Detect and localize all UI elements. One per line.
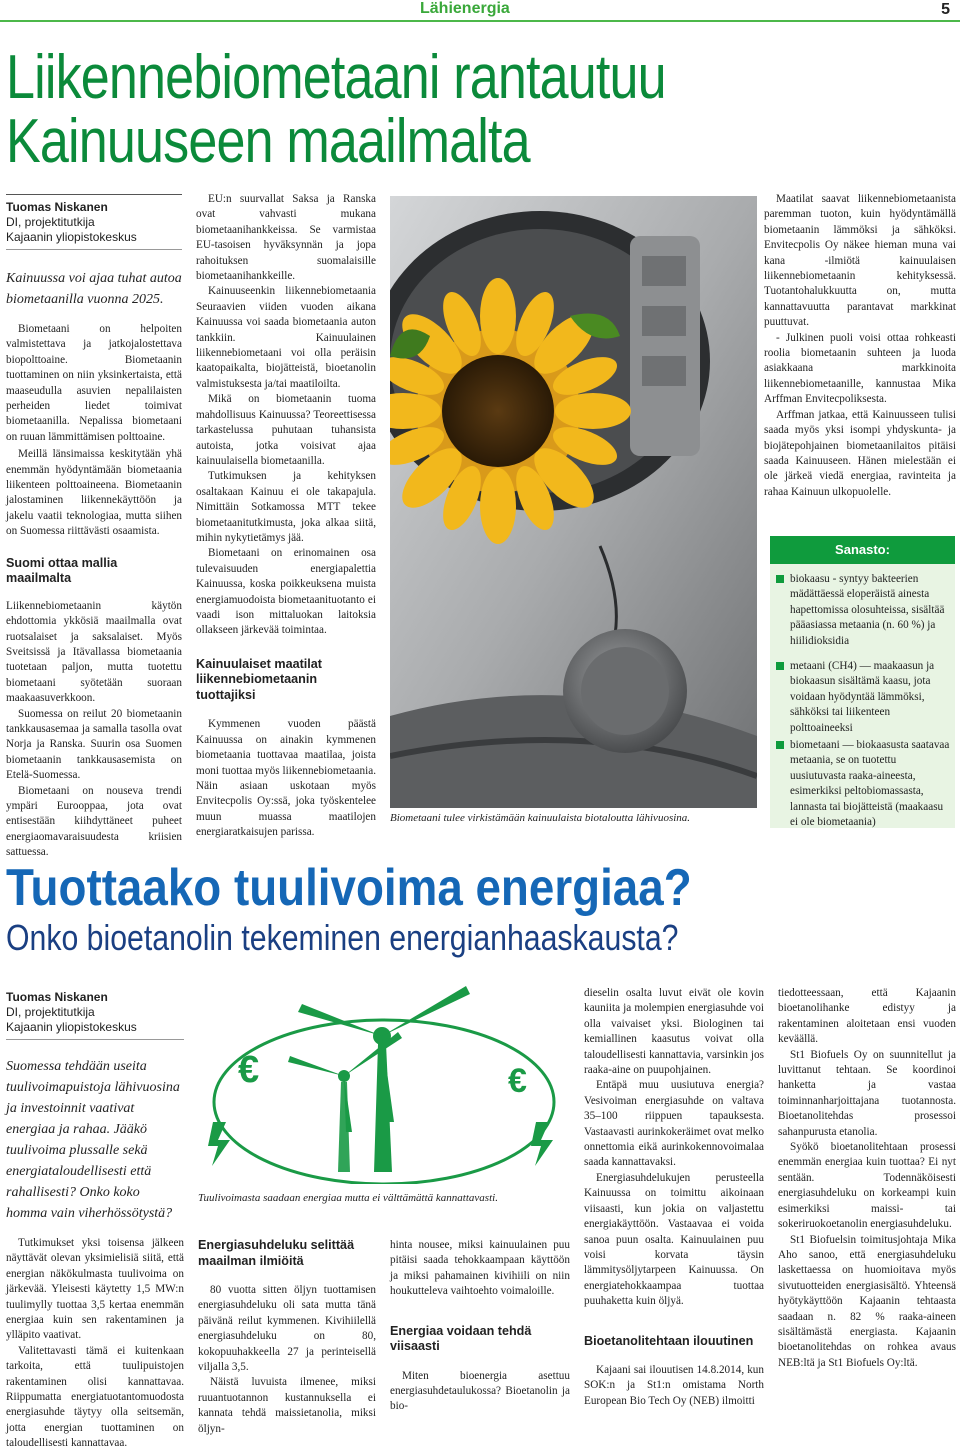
article1-subhead-1: Suomi ottaa mallia maailmalta (6, 555, 118, 586)
glossary-item (776, 738, 952, 830)
sunflower-photo-illustration (390, 196, 757, 808)
article2-headline: Tuottaako tuulivoima energiaa? (6, 859, 692, 917)
glossary-item (776, 572, 952, 649)
article1-column-1 (6, 194, 182, 861)
article2-column-3 (390, 1238, 570, 1415)
article2-lede: Suomessa tehdään useita tuulivoimapuistoja lähivuosina ja investoinnit vaativat energiaa ja rahaa. Jääkö tuulivoima plussalle sekä energiataloudellisesti että rahallisesti? Onko koko homma vain viherhössötystä? (6, 1059, 180, 1221)
author-org: Kajaanin yliopistokeskus (6, 1020, 137, 1034)
article2-column-5 (778, 986, 956, 1371)
article2-body-4 (584, 986, 764, 1310)
article1-body-1 (6, 322, 182, 540)
article2-body-1 (6, 1236, 184, 1452)
paragraph: Kainuuseenkin liikennebiometaania Seuraavien viiden vuoden aikana Kainuussa voi saada biometaania auton tankkiin. Kainuulainen liikennebiometaani voi olla peräisin kaatopaikalta, biojätteistä, bioetanolin valmistuksesta ja/tai maatiloilta. (196, 285, 376, 390)
article1-headline-line2: Kainuuseen maailmalta (6, 107, 530, 176)
paragraph: Kajaani sai ilouutisen 14.8.2014, kun SOK:n ja St1:n omistama North European Bio Tech Oy (NEB) ilmoitti (584, 1364, 764, 1407)
paragraph: tiedotteessaan, että Kajaanin bioetanolihanke edistyy ja rakentaminen aloitetaan ensi vuoden keväällä. (778, 987, 956, 1046)
article2-column-1 (6, 990, 184, 1452)
sunflower-fuel-photo (390, 196, 757, 808)
paragraph: Syökö bioetanolitehtaan prosessi enemmän energiaa kuin tuottaa? Ei nyt sentään. Todennäköisesti energiasuhdeluku on korkeampi kuin esimerkiksi maissi- tai sokeriruokoetanolin energiasuhdeluku. (778, 1141, 956, 1231)
author-name: Tuomas Niskanen (6, 990, 108, 1004)
glossary-text: metaani (CH4) — maakaasun ja biokaasun sisältämä kaasu, jota voidaan hyödyntää lämmöksi, sähköksi tai liikenteen polttoaineeksi (790, 660, 935, 734)
article2-byline (6, 990, 184, 1035)
paragraph: dieselin osalta luvut eivät ole kovin kauniita ja molempien energiasuhde voi olla vaivaiset yksi. Biologinen tai kemiallinen kaasutus voivat olla taloudellisesti kannattavia, varsinkin jos raaka-aine on puupohjainen. (584, 987, 764, 1077)
glossary-title: Sanasto: (770, 536, 955, 564)
paragraph: Meillä länsimaissa keskitytään yhä enemmän hyödyntämään biometaania liikenteen polttoaineena. Biometaanin jalostaminen liikennekäyttöön ja jakelu vaatii teknologiaa, mutta siihen on Suomessa riittävästi osaamista. (6, 448, 182, 538)
svg-text:€: € (508, 1062, 527, 1100)
author-name: Tuomas Niskanen (6, 200, 108, 214)
paragraph: EU:n suurvallat Saksa ja Ranska ovat vahvasti mukana biometaanihankkeissa. Se varmistaa EU-tasoisen hyväksynnän ja jopa rahoituksen suomalaisille biometaanihankkeille. (196, 193, 376, 283)
article2-subhead-3: Bioetanolitehtaan ilouutinen (584, 1333, 754, 1348)
byline-rule (6, 249, 182, 250)
byline-rule (6, 194, 182, 195)
author-title: DI, projektitutkija (6, 1005, 95, 1019)
article2-body-3 (390, 1238, 570, 1300)
paragraph: - Julkinen puoli voisi ottaa rohkeasti roolia biometaanin suhteen ja luoda asiakkaana markkinoita liikennebiometaanille, kannustaa Mika Arffman Envitecpoliksesta. (764, 331, 956, 406)
article1-headline (6, 43, 762, 176)
paragraph: Miten bioenergia asettuu energiasuhdetaulukossa? Bioetanolin ja bio- (390, 1369, 570, 1413)
article2-body-3b (390, 1369, 570, 1415)
paragraph: Biometaani on erinomainen osa tulevaisuuden energiapalettia Kainuussa, koska poikkeuksena muista energiamuodoista biometaanituotanto ei vaadi ison mittaluokan laitoksia ollakseen järkevää toimintaa. (196, 547, 376, 637)
photo-caption: Biometaani tulee virkistämään kainuulaista biotaloutta lähivuosina. (390, 812, 691, 824)
article1-body-2b (196, 717, 376, 840)
paragraph: Suomessa on reilut 20 biometaanin tankkausasemaa ja samalla tasolla ovat Norja ja Ranska. Suurin osa Suomen biometaanin tankkausasemista on Etelä-Suomessa. (6, 707, 182, 782)
turbine-icon (288, 986, 470, 1172)
paragraph: Valitettavasti tämä ei kuitenkaan tarkoita, että tuulipuistojen rakentaminen olisi kannattavaa. Riippumatta energiatuotantomuodosta energiasuhde täytyy olla seitsemän, jotta energian tuottaminen on taloudellisesti kannattavaa. (6, 1344, 184, 1450)
article2-subhead-1: Energiasuhdeluku selittää maailman ilmiöitä (198, 1238, 355, 1268)
paragraph: Maatilat saavat liikennebiometaanista paremman tuoton, kuin hyödyntämällä biometaanin lämmöksi ja sähköksi. Envitecpolis Oy näkee hieman muna vai kana -ilmiötä kainuulaisen liikennebiometaanin kehityksessä. Tuotantohalukkuutta on, mutta kannattavuutta parantavat markkinat puuttuvat. (764, 193, 956, 329)
bullet-icon (776, 741, 784, 749)
wind-turbine-graphic (198, 972, 570, 1184)
article2-body-4b (584, 1363, 764, 1409)
paragraph: 80 vuotta sitten öljyn tuottamisen energiasuhdeluku oli sata mutta tänä päivänä reilut kymmenen. Kivihiilellä energiasuhdeluku on 80, kokopuuhakkeella 27 ja perinteisellä viljalla 3,5. (198, 1284, 376, 1374)
article1-lede: Kainuussa voi ajaa tuhat autoa biometaanilla vuonna 2025. (6, 271, 182, 307)
paragraph: Arffman jatkaa, että Kainuusseen tulisi saada myös yksi isompi yhdyskunta- ja biojätepohjainen biometaanilaitos pitäisi saada Kainuuseen. Hänen mielestään ei ole järkeä viedä energiaa, ravinteita ja rahaa Kainuun ulkopuolelle. (764, 408, 956, 498)
paragraph: Liikennebiometaanin käytön ehdottomia ykkösiä maailmalla ovat ruotsalaiset ja saksalaiset. Myös Sveitsissä ja Itävallassa biometaania tuotetaan paljon, mutta tuotettu biometaani syötetään suoraan maakaasuverkkoon. (6, 599, 182, 705)
glossary-text: biometaani — biokaasusta saatavaa metaania, se on tuotettu uusiutuvasta raaka-aineesta, esimerkiksi peltobiomassasta, lannasta tai biojätteistä (maakaasu ei ole biometaania) (790, 739, 950, 829)
article2-column-4 (584, 986, 764, 1409)
paragraph: Kymmenen vuoden päästä Kainuussa on ainakin kymmenen biometaania tuottavaa maatilaa, joista moni tuottaa myös liikennebiometaania. Näin asiaan uskotaan myös Envitecpolis Oy:ssä, joka työskentelee muun muassa maatilojen energiaratkaisujen parissa. (196, 718, 376, 839)
paragraph: Näistä luvuista ilmenee, miksi ruuantuotannon kustannuksella ei kannata tehdä maissietanolia, miksi öljyn- (198, 1376, 376, 1435)
paragraph: St1 Biofuels Oy on suunnitellut ja luvittanut tehtaan. Se koordinoi hanketta ja vastaa toiminnanharjoittajana tuotannosta. Bioetanolitehdas prosessoi sahanpurusta etanolia. (778, 1048, 956, 1138)
paragraph: Mikä on biometaanin tuoma mahdollisuus Kainuussa? Teoreettisessa tarkastelussa puhutaan tuhansista autoista, jotka voisivat ajaa kainuulaisella biometaanilla. (196, 393, 376, 467)
paragraph: Biometaani on nouseva trendi ympäri Eurooppaa, jota ovat entisestään kiihdyttäneet puheet energiaomavaraisuudesta kriisien sattuessa. (6, 784, 182, 859)
article1-body-1b (6, 599, 182, 861)
paragraph: Tutkimukset yksi toisensa jälkeen näyttävät olevan yksimielisiä siitä, että energian näkökulmasta tuulivoima on järkevää. Yleisesti käytetty 1,5 MW:n tuulimylly tuottaa 3,5 kertaa enemmän energiaa kuin sen rakentaminen ja ylläpito vaativat. (6, 1237, 184, 1342)
byline-rule (6, 1039, 184, 1040)
article2-subheadline: Onko bioetanolin tekeminen energianhaaskausta? (6, 917, 679, 958)
section-label: Lähienergia (420, 0, 510, 17)
article1-column-2 (196, 192, 376, 841)
paragraph: Biometaani on helpoiten valmistettava ja jatkojalostettava biopolttoaine. Biometaanin tuottaminen on niin yksinkertaista, että maaseudulla asuvien nepalilaisten perheiden liedet toimivat biometaanilla. Nepalissa biometaani on ruuan lämmittämisen polttoaine. (6, 323, 182, 443)
article1-byline (6, 200, 182, 245)
paragraph: Energiasuhdelukujen perusteella Kainuussa on toimittu aikoinaan viisaasti, kun jokia on valjastettu energiakäyttöön. Vastaavaa ei voida sanoa puun osalta. Kainuulainen puu voisi korvata täysin lämmitysöljytarpeen Kainuussa. On energiatehokkaampaa tuottaa puuhaketta kuin öljyä. (584, 1171, 764, 1308)
paragraph: hinta nousee, miksi kainuulainen puu pitäisi saada tehokkaampaan käyttöön ja miksi pahamainen kivihiili on niin houkutteleva vaihtoehto voimaloille. (390, 1239, 570, 1298)
author-title: DI, projektitutkija (6, 215, 95, 229)
article2-subhead-2: Energiaa voidaan tehdä viisaasti (390, 1323, 532, 1354)
glossary-text: biokaasu - syntyy bakteerien mädättäessä eloperäistä ainesta hapettomissa olosuhteissa, sisältää pääasiassa metaania (n. 60 %) ja hiilidioksidia (790, 573, 945, 647)
paragraph: Tutkimuksen ja kehityksen osaltakaan Kainuu ei ole takapajula. Nimittäin Sotkamossa MTT tekee biometaanitutkimusta, joka alkaa siitä, mihin nykytietämys jää. (196, 470, 376, 544)
wind-turbine-illustration (198, 972, 570, 1184)
page-number: 5 (941, 1, 950, 18)
paragraph: St1 Biofuelsin toimitusjohtaja Mika Aho sanoo, että energiasuhdeluku laskettaessa on huomioitava myös sivutuotteiden energiasisältö. Yhteensä hyötykäyttöön Kajaanin tehtaasta saadaan n. 82 % raaka-aineen sisältämästä energiasta. Kajaanin bioetanolitehdas on rohkea avaus NEB:ltä ja St1 Biofuels Oy:ltä. (778, 1233, 956, 1369)
author-org: Kajaanin yliopistokeskus (6, 230, 137, 244)
glossary-item (776, 659, 952, 736)
article1-subhead-2: Kainuulaiset maatilat liikennebiometaanin tuottajiksi (196, 656, 322, 702)
glossary-list (776, 572, 952, 831)
article2-column-2 (198, 1238, 376, 1437)
article2-body-2 (198, 1283, 376, 1437)
article1-headline-line1: Liikennebiometaani rantautuu (6, 43, 666, 112)
bullet-icon (776, 575, 784, 583)
paragraph: Entäpä muu uusiutuva energia? Vesivoiman energiasuhde on valtava 35–100 riippuen tapauksesta. Vastaavasti aurinkokeräimet ovat melko onnettomia eikä aurinkokennovoimalaa saada kannattavaksi. (584, 1079, 764, 1169)
bullet-icon (776, 662, 784, 670)
illustration-caption: Tuulivoimasta saadaan energiaa mutta ei välttämättä kannattavasti. (198, 1192, 498, 1204)
article1-column-4 (764, 192, 956, 500)
svg-text:€: € (238, 1049, 260, 1091)
